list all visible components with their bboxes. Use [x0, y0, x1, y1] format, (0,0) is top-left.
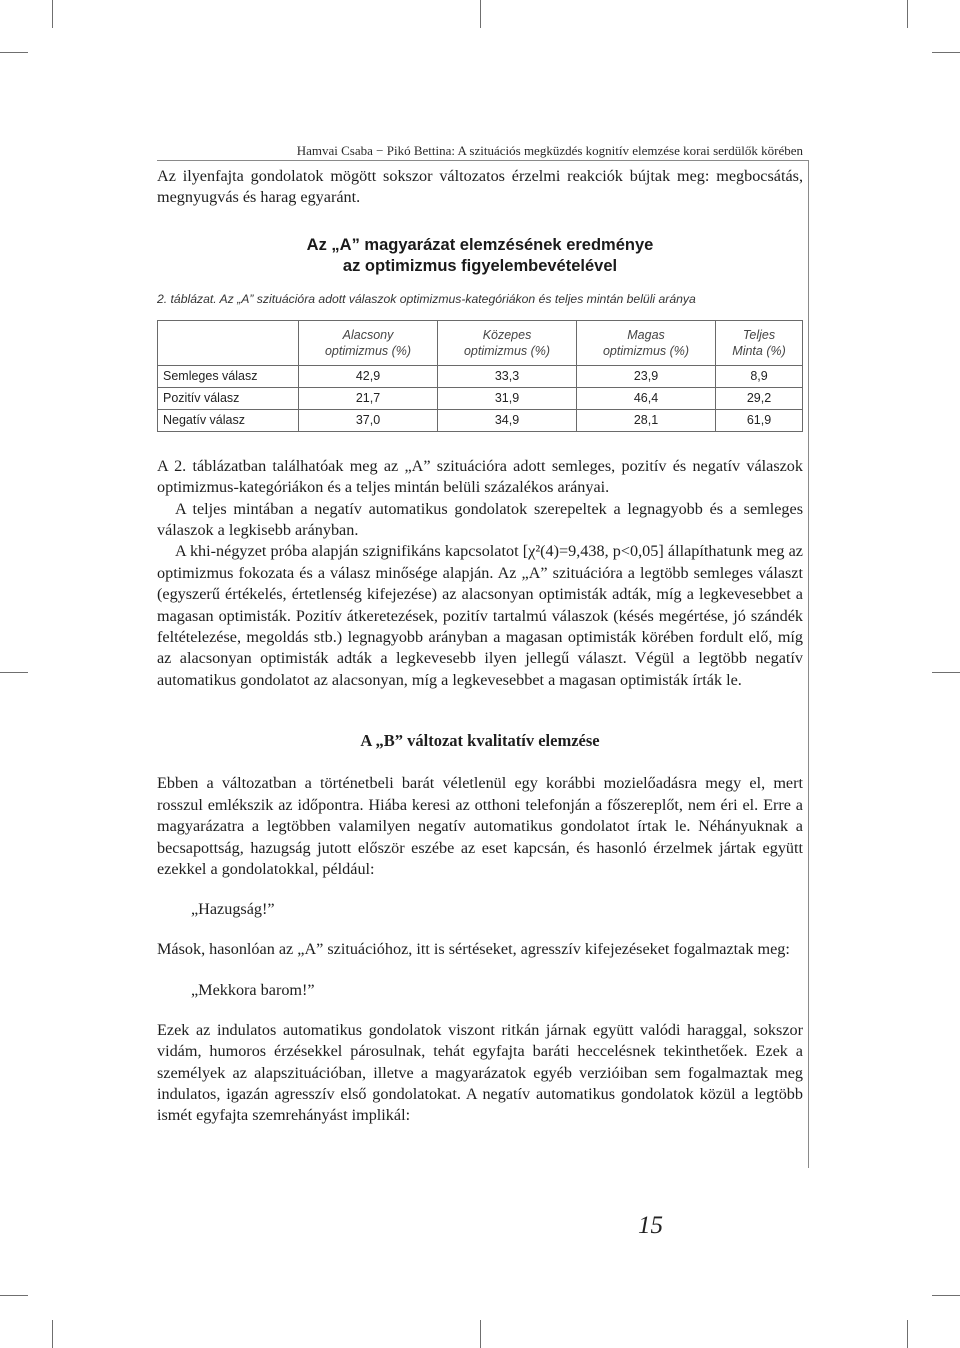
- table-caption: 2. táblázat. Az „A” szituációra adott válaszok optimizmus-kategóriákon és teljes mintán belüli aránya: [157, 291, 696, 306]
- column-header: Alacsony optimizmus (%): [299, 320, 438, 365]
- table-header-row: [158, 320, 803, 365]
- table-row: [158, 387, 803, 409]
- table-cell: 8,9: [716, 365, 803, 387]
- table-cell: 61,9: [716, 409, 803, 431]
- table-cell: 33,3: [438, 365, 577, 387]
- table-cell: 34,9: [438, 409, 577, 431]
- quote: „Mekkora barom!”: [191, 980, 315, 999]
- crop-mark: [0, 672, 28, 673]
- table-row: [158, 409, 803, 431]
- column-header: Teljes Minta (%): [716, 320, 803, 365]
- section-a-heading-line2: az optimizmus figyelembevételével: [342, 257, 618, 276]
- results-paragraph: A 2. táblázatban találhatóak meg az „A” szituációra adott semleges, pozitív és negatív válaszok optimizmus-kategóriákon és a teljes mintán belüli százalékos arányai.: [157, 456, 803, 497]
- crop-mark: [480, 0, 481, 28]
- results-paragraph: A khi-négyzet próba alapján szignifikáns kapcsolatot [χ²(4)=9,438, p<0,05] állapíthatunk meg az optimizmus fokozata és a válasz minősége alapján. Az „A” szituációra a legtöbb semleges választ (egyszerű értékelés, értetlenség kifejezése) az alacsonyan optimisták adták, míg a legkevesebbet a magasan optimisták. Pozitív átkeretezések, pozitív tartalmú válaszok (késés megértése, jó szándék feltételezése, megoldás stb.) legnagyobb arányban a magasan optimisták körében fordult elő, míg az alacsonyan optimisták adták a legkevesebb ilyen jellegű választ. Végül a legtöbb negatív automatikus gondolatot az alacsonyan, míg a legkevesebbet a magasan optimisták írták le.: [157, 542, 803, 689]
- page-number: 15: [638, 1212, 663, 1239]
- table-cell: 42,9: [299, 365, 438, 387]
- intro-paragraph: Az ilyenfajta gondolatok mögött sokszor változatos érzelmi reakciók bújtak meg: megbocsátás, megnyugvás és harag egyaránt.: [157, 167, 803, 207]
- table-row: [158, 365, 803, 387]
- crop-mark: [932, 672, 960, 673]
- row-label: Semleges válasz: [158, 365, 299, 387]
- crop-mark: [480, 1320, 481, 1348]
- crop-mark: [52, 1320, 53, 1348]
- results-paragraph: A teljes mintában a negatív automatikus gondolatok szerepeltek a legnagyobb és a semleges válaszok a legkisebb arányban.: [157, 499, 803, 540]
- section-b-paragraph: Ezek az indulatos automatikus gondolatok viszont ritkán járnak együtt valódi haraggal, sokszor vidám, humoros érzésekkel párosulnak, tehát egyfajta baráti heccelésnek tekinthetőek. Ezek a személyek az alapszituációban, illetve a magyarázatok egyéb verzióiban sem fogalmaztak meg indulatos, igazán agresszív első gondolatokat. A negatív automatikus gondolatok közül a legtöbb ismét egyfajta szemrehányást implikál:: [157, 1020, 803, 1125]
- crop-mark: [907, 1320, 908, 1348]
- section-a-heading-line1: Az „A” magyarázat elemzésének eredménye: [306, 235, 654, 254]
- section-b-heading: A „B” változat kvalitatív elemzése: [360, 731, 600, 751]
- row-label: Negatív válasz: [158, 409, 299, 431]
- header-rule: [157, 160, 809, 161]
- crop-mark: [907, 0, 908, 28]
- page-content: [157, 166, 803, 1127]
- results-table: [157, 320, 803, 432]
- table-cell: 46,4: [577, 387, 716, 409]
- column-header: Közepes optimizmus (%): [438, 320, 577, 365]
- table-cell: 21,7: [299, 387, 438, 409]
- running-head: Hamvai Csaba − Pikó Bettina: A szituációs megküzdés kognitív elemzése korai serdülők körében: [296, 143, 803, 158]
- section-b-paragraph: Mások, hasonlóan az „A” szituációhoz, itt is sértéseket, agresszív kifejezéseket fogalmaztak meg:: [157, 940, 790, 959]
- crop-mark: [0, 1295, 28, 1296]
- table-corner: [158, 320, 299, 365]
- table-cell: 29,2: [716, 387, 803, 409]
- crop-mark: [52, 0, 53, 28]
- margin-rule: [808, 160, 809, 1168]
- quote: „Hazugság!”: [191, 900, 275, 919]
- table-cell: 37,0: [299, 409, 438, 431]
- crop-mark: [932, 52, 960, 53]
- table-cell: 28,1: [577, 409, 716, 431]
- column-header: Magas optimizmus (%): [577, 320, 716, 365]
- table-cell: 31,9: [438, 387, 577, 409]
- table-cell: 23,9: [577, 365, 716, 387]
- row-label: Pozitív válasz: [158, 387, 299, 409]
- crop-mark: [932, 1295, 960, 1296]
- crop-mark: [0, 52, 28, 53]
- section-b-paragraph: Ebben a változatban a történetbeli barát véletlenül egy korábbi mozielőadásra megy el, mert rosszul emlékszik az időpontra. Hiába keresi az otthoni telefonján a főszereplőt, nem éri el. Erre a magyarázatra a legtöbben valamilyen negatív automatikus gondolatot írtak le. Néhányuknak a becsapottság, hazugság jutott először eszébe az eset kapcsán, és hasonló érzelmek jártak együtt ezekkel a gondolatokkal, például:: [157, 774, 803, 878]
